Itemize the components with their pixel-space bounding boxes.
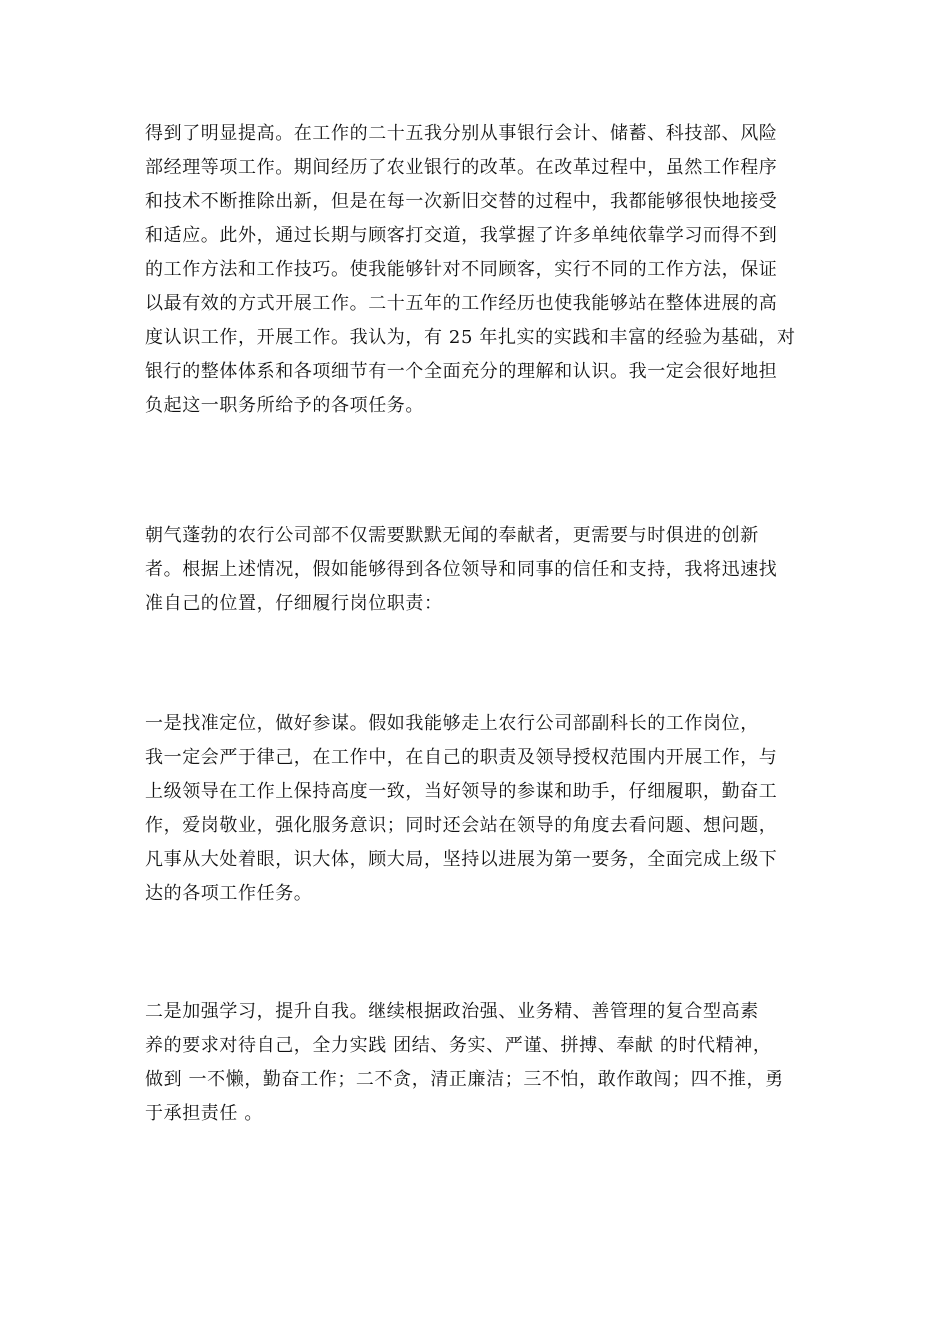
- text-line: 准自己的位置，仔细履行岗位职责：: [145, 593, 443, 614]
- text-line: 和适应。此外，通过长期与顾客打交道，我掌握了许多单纯依靠学习而得不到: [145, 225, 778, 246]
- text-line: 二是加强学习，提升自我。继续根据政治强、业务精、善管理的复合型高素: [145, 1001, 759, 1022]
- paragraph-point-two: [145, 995, 805, 1131]
- text-line: 得到了明显提高。在工作的二十五我分别从事银行会计、储蓄、科技部、风险: [145, 123, 778, 144]
- text-line: 于承担责任 。: [145, 1103, 263, 1124]
- text-line: 做到 一不懒，勤奋工作；二不贪，清正廉洁；三不怕，敢作敢闯；四不推，勇: [145, 1069, 784, 1090]
- text-line: 养的要求对待自己，全力实践 团结、务实、严谨、拼搏、奉献 的时代精神，: [145, 1035, 772, 1056]
- text-line: 作，爱岗敬业，强化服务意识；同时还会站在领导的角度去看问题、想问题，: [145, 815, 778, 836]
- text-line: 和技术不断推除出新，但是在每一次新旧交替的过程中，我都能够很快地接受: [145, 191, 778, 212]
- paragraph-point-one: [145, 707, 805, 911]
- paragraph-work-experience: [145, 117, 805, 423]
- text-line: 银行的整体体系和各项细节有一个全面充分的理解和认识。我一定会很好地担: [145, 361, 778, 382]
- text-line: 者。根据上述情况，假如能够得到各位领导和同事的信任和支持，我将迅速找: [145, 559, 778, 580]
- text-line: 凡事从大处着眼，识大体，顾大局，坚持以进展为第一要务，全面完成上级下: [145, 849, 778, 870]
- text-line: 达的各项工作任务。: [145, 883, 313, 904]
- text-line: 我一定会严于律己，在工作中，在自己的职责及领导授权范围内开展工作，与: [145, 747, 778, 768]
- text-line: 一是找准定位，做好参谋。假如我能够走上农行公司部副科长的工作岗位，: [145, 713, 759, 734]
- text-line: 负起这一职务所给予的各项任务。: [145, 395, 424, 416]
- text-line: 以最有效的方式开展工作。二十五年的工作经历也使我能够站在整体进展的高: [145, 293, 778, 314]
- text-line: 朝气蓬勃的农行公司部不仅需要默默无闻的奉献者，更需要与时俱进的创新: [145, 525, 759, 546]
- text-line: 度认识工作，开展工作。我认为，有 25 年扎实的实践和丰富的经验为基础，对: [145, 327, 796, 348]
- text-line: 部经理等项工作。期间经历了农业银行的改革。在改革过程中，虽然工作程序: [145, 157, 778, 178]
- text-line: 上级领导在工作上保持高度一致，当好领导的参谋和助手，仔细履职，勤奋工: [145, 781, 778, 802]
- paragraph-department-intro: [145, 519, 805, 621]
- text-line: 的工作方法和工作技巧。使我能够针对不同顾客，实行不同的工作方法，保证: [145, 259, 778, 280]
